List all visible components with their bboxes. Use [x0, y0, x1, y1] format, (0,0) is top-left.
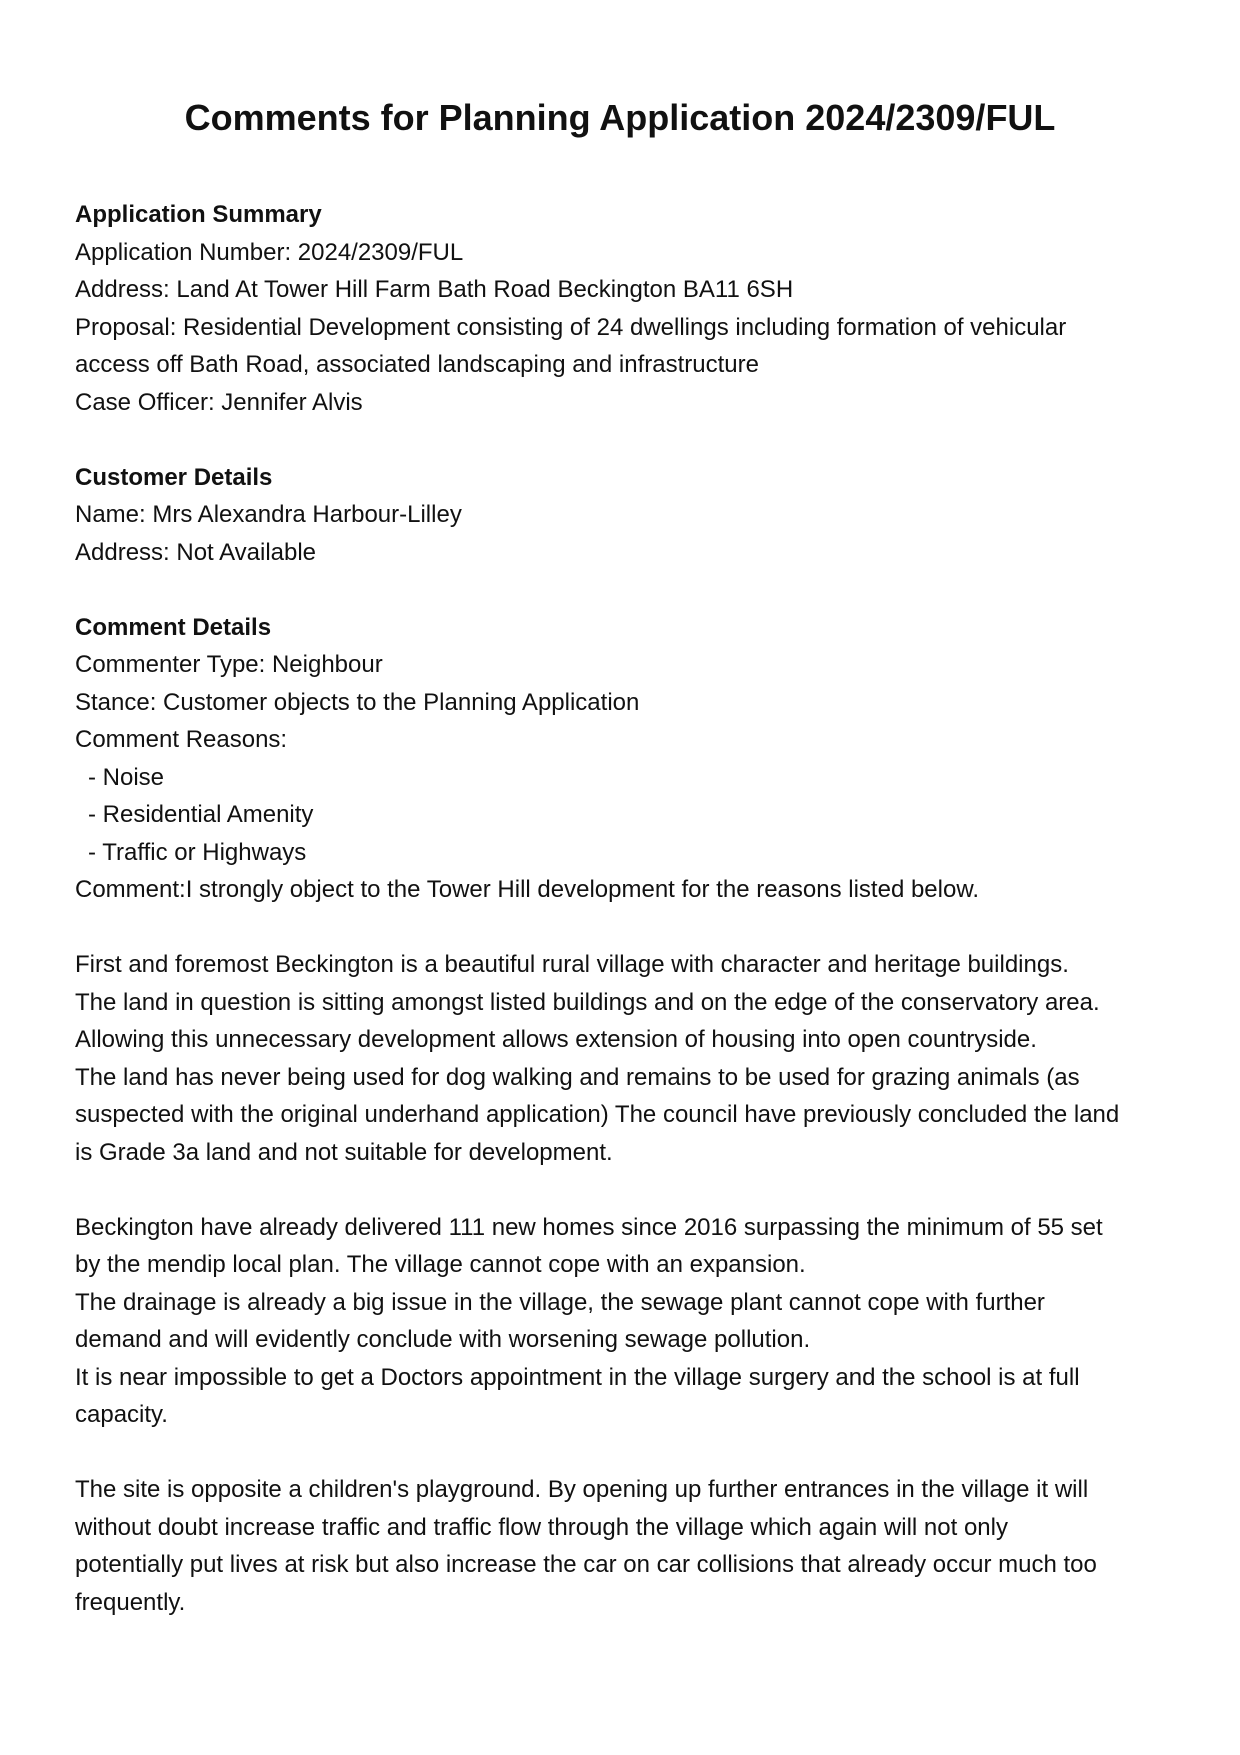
paragraph-line: The land has never being used for dog walking and remains to be used for grazing animals (as: [75, 1063, 1080, 1091]
customer-address: Address: Not Available: [75, 538, 317, 566]
document-body: [75, 196, 1175, 1621]
application-address: Address: Land At Tower Hill Farm Bath Road Beckington BA11 6SH: [75, 276, 794, 303]
proposal-line: access off Bath Road, associated landscaping and infrastructure: [75, 351, 759, 378]
application-summary-heading: Application Summary: [75, 201, 322, 228]
page-title: Comments for Planning Application 2024/2309/FUL: [184, 97, 1056, 138]
comment-reason-item: - Noise: [88, 763, 165, 791]
paragraph-line: Allowing this unnecessary development allows extension of housing into open countryside.: [75, 1026, 1037, 1053]
paragraph-line: suspected with the original underhand application) The council have previously concluded the land: [75, 1101, 1120, 1128]
paragraph-spacer: [75, 1171, 1175, 1209]
proposal-line: Proposal: Residential Development consisting of 24 dwellings including formation of vehicular: [75, 313, 1067, 341]
paragraph-line: The site is opposite a children's playground. By opening up further entrances in the village it will: [75, 1476, 1089, 1503]
customer-name: Name: Mrs Alexandra Harbour-Lilley: [75, 501, 462, 528]
paragraph-line: The land in question is sitting amongst listed buildings and on the edge of the conservatory area.: [75, 988, 1100, 1016]
paragraph-line: without doubt increase traffic and traffic flow through the village which again will not only: [75, 1513, 1008, 1541]
paragraph-line: is Grade 3a land and not suitable for development.: [75, 1138, 613, 1166]
comment-details-heading: Comment Details: [75, 613, 272, 641]
paragraph-spacer: [75, 1434, 1175, 1472]
commenter-type: Commenter Type: Neighbour: [75, 651, 383, 678]
comment-intro: Comment:I strongly object to the Tower Hill development for the reasons listed below.: [75, 876, 980, 903]
comment-paragraph-3: [75, 1471, 1175, 1621]
customer-details-heading: Customer Details: [75, 463, 273, 491]
comment-paragraph-1: [75, 946, 1175, 1171]
paragraph-line: demand and will evidently conclude with worsening sewage pollution.: [75, 1326, 811, 1353]
paragraph-line: potentially put lives at risk but also increase the car on car collisions that already occur much too: [75, 1551, 1097, 1578]
paragraph-line: It is near impossible to get a Doctors appointment in the village surgery and the school is at full: [75, 1363, 1080, 1391]
section-spacer: [75, 571, 1175, 609]
application-number: Application Number: 2024/2309/FUL: [75, 238, 464, 266]
comment-reason-item: - Residential Amenity: [88, 801, 314, 828]
comment-paragraph-2: [75, 1209, 1175, 1434]
paragraph-line: by the mendip local plan. The village cannot cope with an expansion.: [75, 1251, 806, 1278]
paragraph-line: Beckington have already delivered 111 new homes since 2016 surpassing the minimum of 55 set: [75, 1213, 1103, 1241]
comment-details-section: [75, 609, 1175, 1622]
paragraph-line: capacity.: [75, 1401, 168, 1428]
paragraph-spacer: [75, 909, 1175, 947]
paragraph-line: frequently.: [75, 1588, 186, 1616]
paragraph-line: First and foremost Beckington is a beautiful rural village with character and heritage buildings.: [75, 951, 1069, 978]
section-spacer: [75, 421, 1175, 459]
customer-details-section: [75, 459, 1175, 572]
comment-reasons-label: Comment Reasons:: [75, 726, 288, 753]
stance: Stance: Customer objects to the Planning Application: [75, 688, 640, 716]
comment-reason-item: - Traffic or Highways: [88, 838, 307, 866]
paragraph-line: The drainage is already a big issue in the village, the sewage plant cannot cope with further: [75, 1288, 1045, 1316]
case-officer: Case Officer: Jennifer Alvis: [75, 388, 363, 416]
application-summary-section: [75, 196, 1175, 421]
